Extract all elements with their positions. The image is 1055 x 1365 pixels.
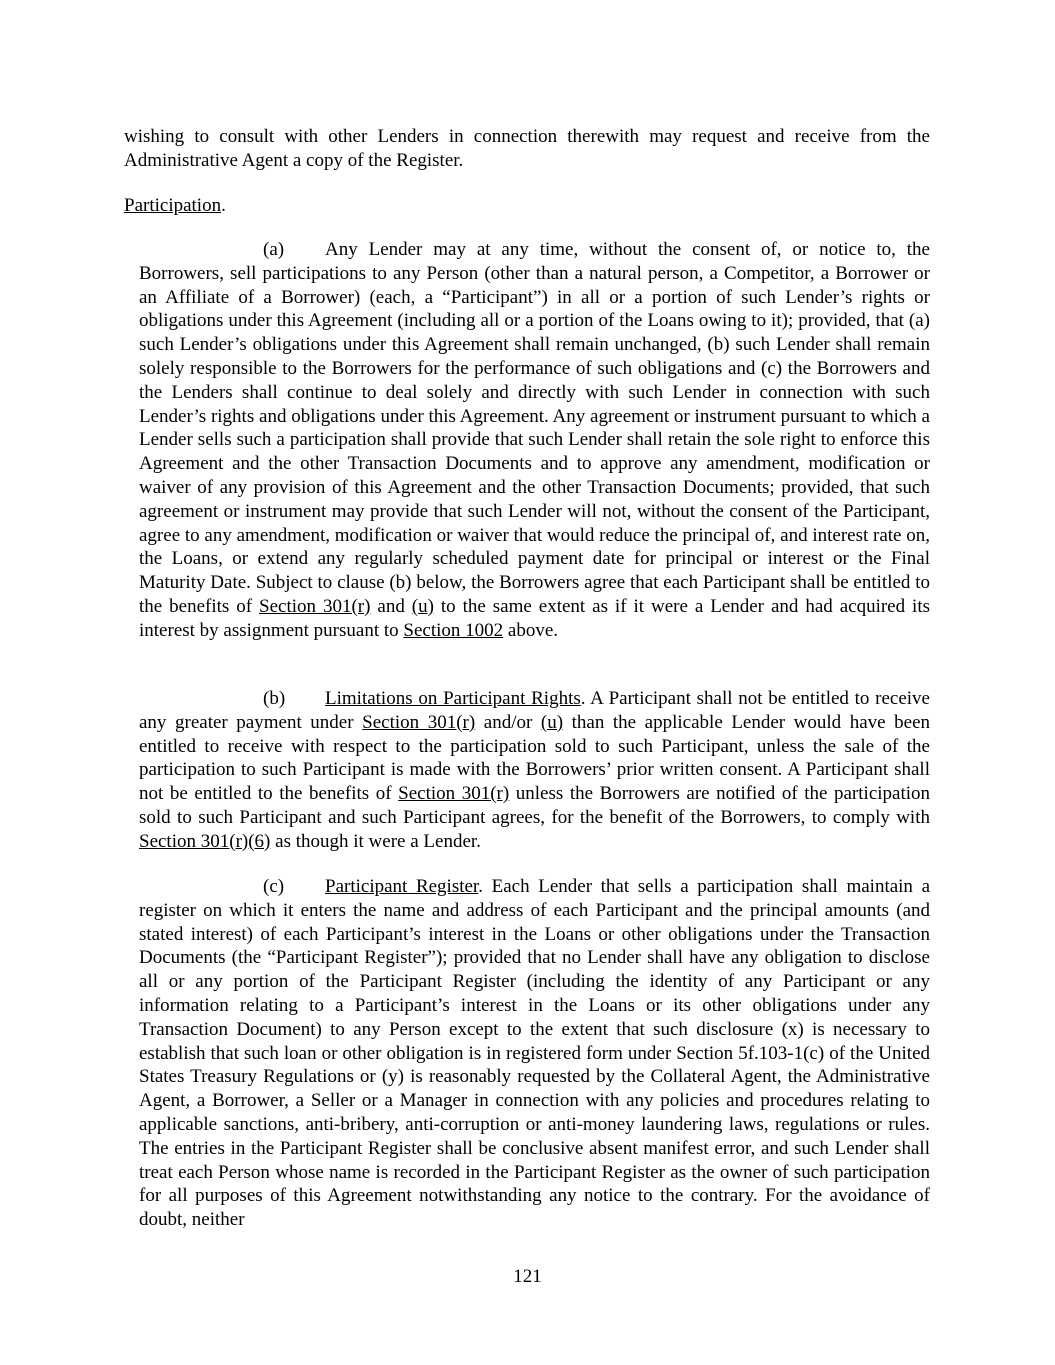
paragraph-a-text: Any Lender may at any time, without the consent of, or notice to, the Borrowers, sell participations to any Person (other than a natural person, a Competitor, a Borrower or an Affiliate of a Borrower) (each, a “Participant”) in all or a portion of such Lender’s rights or obligations under this Agreement (including all or a portion of the Loans owing to it); provided, that (a) such Lender’s obligations under this Agreement shall remain unchanged, (b) such Lender shall remain solely responsible to the Borrowers for the performance of such obligations and (c) the Borrowers and the Lenders shall continue to deal solely and directly with such Lender in connection with such Lender’s rights and obligations under this Agreement. Any agreement or instrument pursuant to which a Lender sells such a participation shall provide that such Lender shall retain the sole right to enforce this Agreement and the other Transaction Documents and to approve any amendment, modification or waiver of any provision of this Agreement and the other Transaction Documents; provided, that such agreement or instrument may provide that such Lender will not, without the consent of the Participant, agree to any amendment, modification or waiver that would reduce the principal of, and interest rate on, the Loans, or extend any regularly scheduled payment date for principal or interest or the Final Maturity Date. Subject to clause (b) below, the Borrowers agree that each Participant shall be entitled to the benefits of — [139, 239, 930, 617]
section-ref-link: Section 301(r) — [362, 711, 476, 733]
paragraph-c-label: (c) — [263, 876, 285, 897]
paragraph-a — [139, 238, 930, 643]
section-ref-link: Section 301(r) — [259, 595, 371, 617]
paragraph-c-title: Participant Register — [325, 876, 479, 897]
paragraph-b-text: as though it were a Lender. — [275, 830, 481, 852]
paragraph-b-title: Limitations on Participant Rights — [325, 688, 581, 709]
section-ref-link: (u) — [540, 711, 564, 733]
paragraph-c-text: . Each Lender that sells a participation shall maintain a register on which it enters the name and address of each Participant and the principal amounts (and stated interest) of each Participant’s interest in the Loans or other obligations under the Transaction Documents (the “Participant Register”); provided that no Lender shall have any obligation to disclose all or any portion of the Participant Register (including the identity of any Participant or any information relating to a Participant’s interest in the Loans or its other obligations under any Transaction Document) to any Person except to the extent that such disclosure (x) is necessary to establish that such loan or other obligation is in registered form under Section 5f.103-1(c) of the United States Treasury Regulations or (y) is reasonably requested by the Collateral Agent, the Administrative Agent, a Borrower, a Seller or a Manager in connection with any policies and procedures relating to applicable sanctions, anti-bribery, anti-corruption or anti-money laundering laws, regulations or rules. The entries in the Participant Register shall be conclusive absent manifest error, and such Lender shall treat each Person whose name is recorded in the Participant Register as the owner of such participation for all purposes of this Agreement notwithstanding any notice to the contrary. For the avoidance of doubt, neither — [139, 876, 931, 1231]
paragraph-b-text: than the applicable Lender would have been entitled to receive with respect to the participation sold to such Participant, unless the sale of the participation to such Participant is made with the Borrowers’ prior written consent. A Participant shall not be entitled to the benefits of — [139, 711, 931, 805]
section-heading-punct: . — [221, 195, 226, 216]
paragraph-a-text: above. — [507, 619, 559, 641]
paragraph-b-text: . A Participant shall not be entitled to receive any greater payment under — [139, 688, 930, 733]
section-heading — [124, 194, 226, 218]
section-heading-title: Participation — [124, 195, 222, 216]
paragraph-a-text: and — [377, 595, 405, 617]
section-ref-link: Section 301(r)(6) — [139, 830, 271, 852]
section-ref-link: Section 1002 — [403, 619, 504, 641]
paragraph-b-text: and/or — [483, 711, 533, 733]
paragraph-b-text: unless the Borrowers are notified of the participation sold to such Participant and such Participant agrees, for the benefit of the Borrowers, to comply with — [139, 783, 931, 828]
section-ref-link: (u) — [411, 595, 434, 617]
paragraph-a-text: to the same extent as if it were a Lender and had acquired its interest by assignment pursuant to — [139, 595, 931, 641]
paragraph-b-label: (b) — [263, 688, 286, 709]
paragraph-c — [139, 875, 930, 1232]
page-number: 121 — [513, 1266, 542, 1287]
paragraph-a-label: (a) — [263, 239, 285, 260]
paragraph-b — [139, 687, 930, 854]
continuation-text: wishing to consult with other Lenders in connection therewith may request and receive from the Administrative Agent a copy of the Register. — [124, 126, 930, 171]
section-ref-link: Section 301(r) — [398, 783, 510, 805]
